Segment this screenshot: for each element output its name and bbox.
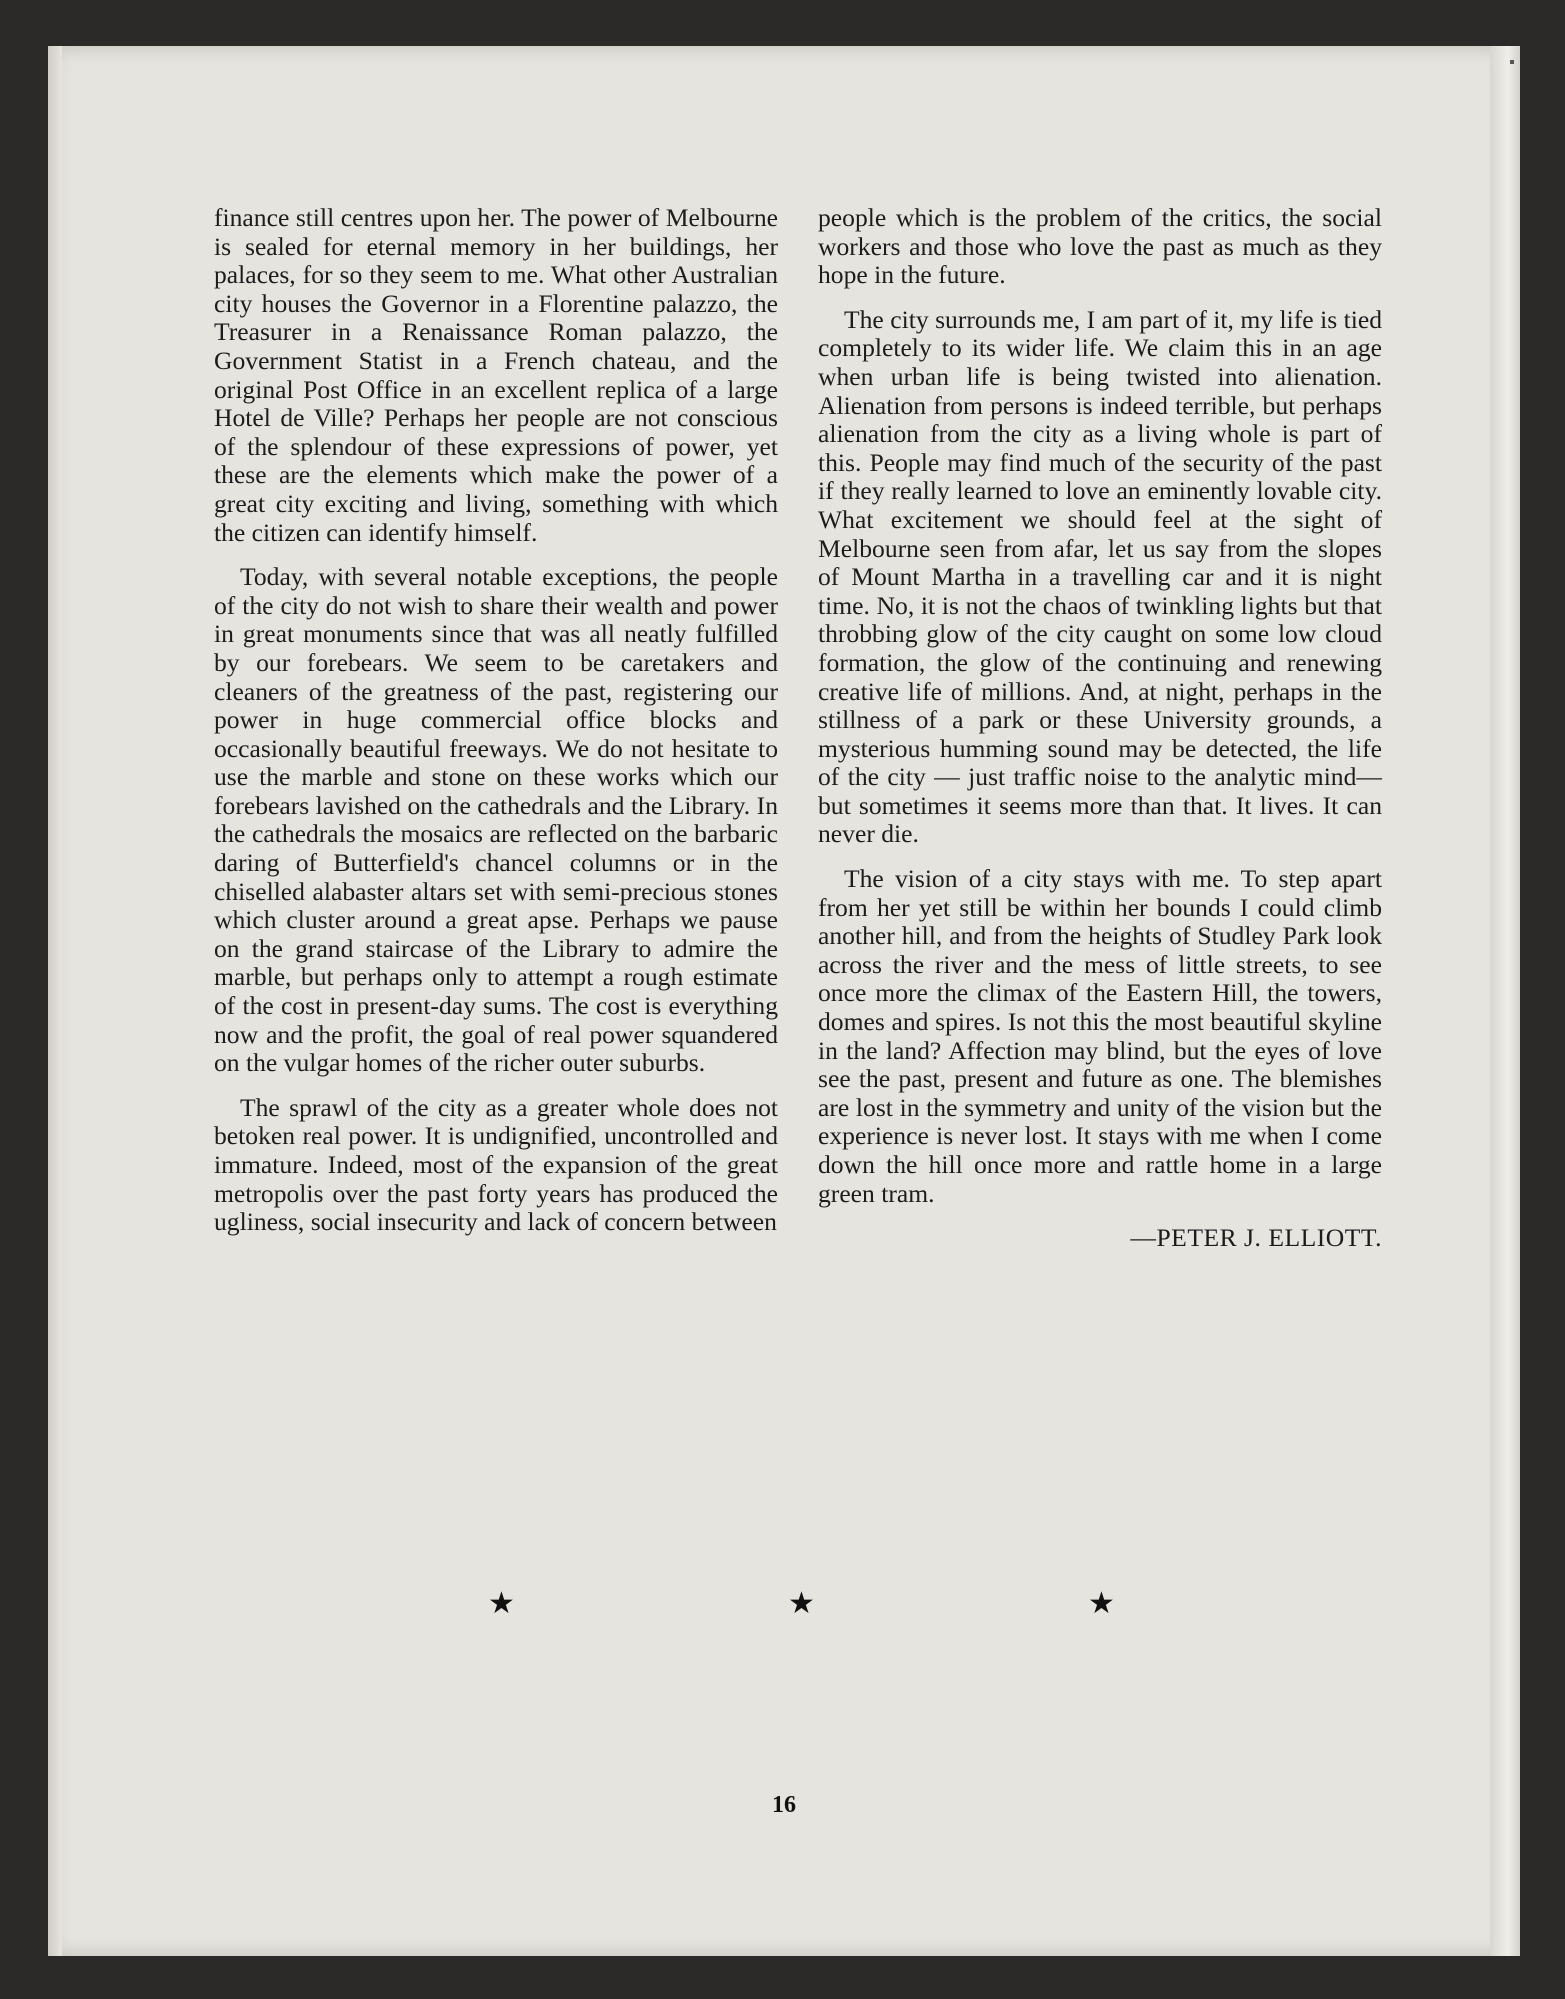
right-paragraph-2: The city surrounds me, I am part of it, my life is tied completely to its wider life. We claim this in an age when urban life is being twisted into alienation. Alienation from persons is indeed terrible, but perhaps alienation from the city as a living whole is part of this. People may find much of the security of the past if they really learned to love an eminently lovable city. What excitement we should feel at the sight of Melbourne seen from afar, let us say from the slopes of Mount Martha in a travelling car and it is night time. No, it is not the chaos of twinkling lights but that throbbing glow of the city caught on some low cloud formation, the glow of the continuing and renewing creative life of millions. And, at night, perhaps in the stillness of a park or these University grounds, a mysterious humming sound may be detected, the life of the city — just traffic noise to the analytic mind—but sometimes it seems more than that. It lives. It can never die.: [818, 304, 1382, 849]
star-icon: ★: [1088, 1586, 1115, 1621]
corner-mark: [1510, 60, 1514, 64]
page-left-edge: [48, 46, 62, 1956]
star-icon: ★: [488, 1586, 515, 1621]
right-paragraph-3: The vision of a city stays with me. To step apart from her yet still be within her bounds I could climb another hill, and from the heights of Studley Park look across the river and the mess of little streets, to see once more the climax of the Eastern Hill, the towers, domes and spires. Is not this the most beautiful skyline in the land? Affection may blind, but the eyes of love see the past, present and future as one. The blemishes are lost in the symmetry and unity of the vision but the experience is never lost. It stays with me when I come down the hill once more and rattle home in a large green tram.: [818, 864, 1382, 1208]
page-right-edge: [1490, 46, 1520, 1956]
section-divider: [48, 1586, 1520, 1626]
left-paragraph-3: The sprawl of the city as a greater whole does not betoken real power. It is undignified, uncontrolled and immature. Indeed, most of the expansion of the great metropolis over the past forty years has produced the ugliness, social insecurity and lack of concern between: [214, 1092, 778, 1237]
right-column: [818, 204, 1382, 1269]
left-paragraph-2: Today, with several notable exceptions, the people of the city do not wish to share their wealth and power in great monuments since that was all neatly fulfilled by our forebears. We seem to be caretakers and cleaners of the greatness of the past, registering our power in huge commercial office blocks and occasionally beautiful freeways. We do not hesitate to use the marble and stone on these works which our forebears lavished on the cathedrals and the Library. In the cathedrals the mosaics are reflected on the barbaric daring of Butterfield's chancel columns or in the chiselled alabaster altars set with semi-precious stones which cluster around a great apse. Perhaps we pause on the grand staircase of the Library to admire the marble, but perhaps only to attempt a rough estimate of the cost in present-day sums. The cost is everything now and the profit, the goal of real power squandered on the vulgar homes of the richer outer suburbs.: [214, 562, 778, 1078]
page-number: 16: [772, 1792, 796, 1818]
left-column: [214, 204, 778, 1253]
star-icon: ★: [788, 1586, 815, 1621]
author-signature: —PETER J. ELLIOTT.: [1130, 1223, 1382, 1253]
right-paragraph-1: people which is the problem of the critics, the social workers and those who love the past as much as they hope in the future.: [818, 203, 1382, 290]
left-paragraph-1: finance still centres upon her. The power of Melbourne is sealed for eternal memory in her buildings, her palaces, for so they seem to me. What other Australian city houses the Governor in a Florentine palazzo, the Treasurer in a Renaissance Roman palazzo, the Government Statist in a French chateau, and the original Post Office in an excellent replica of a large Hotel de Ville? Perhaps her people are not conscious of the splendour of these expressions of power, yet these are the elements which make the power of a great city exciting and living, something with which the citizen can identify himself.: [214, 203, 778, 547]
magazine-page: [48, 46, 1520, 1956]
